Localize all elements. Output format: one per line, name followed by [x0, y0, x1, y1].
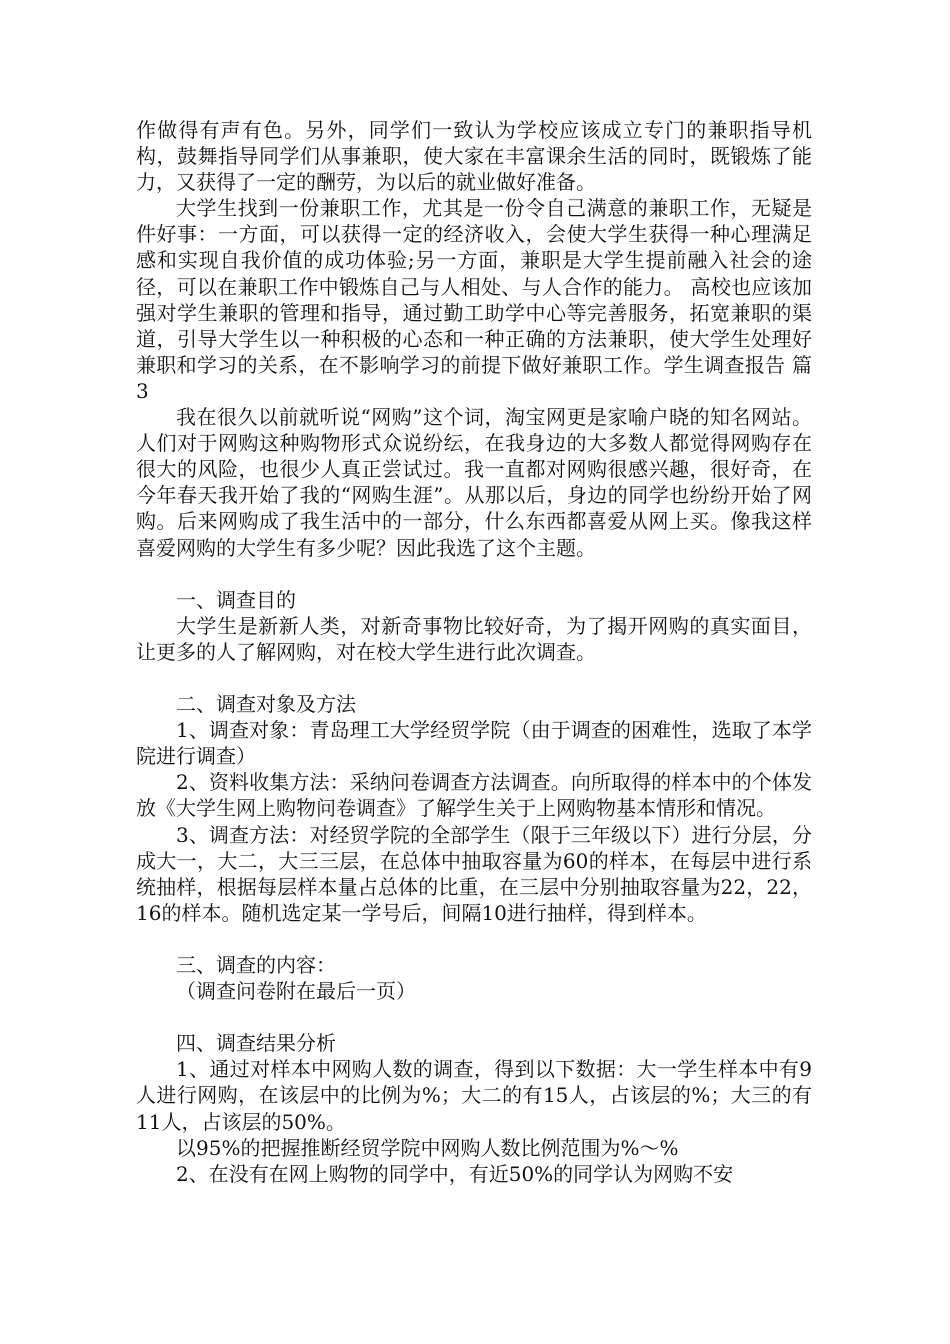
paragraph-analysis-2: 2、在没有在网上购物的同学中，有近50%的同学认为网购不安 [176, 1161, 734, 1186]
paragraph-analysis-1: 1、通过对样本中网购人数的调查，得到以下数据：大一学生样本中有9人进行网购，在该层中的比例为%；大二的有15人，占该层的%；大三的有11人，占该层的50%。 [136, 1057, 812, 1134]
section-heading-analysis: 四、调查结果分析 [176, 1031, 336, 1056]
paragraph-subjects: 1、调查对象：青岛理工大学经贸学院（由于调查的困难性，选取了本学院进行调查） [136, 718, 812, 769]
paragraph-questionnaire-note: （调查问卷附在最后一页） [176, 979, 416, 1004]
document-page [136, 117, 812, 1187]
paragraph-data-collection: 2、资料收集方法：采纳问卷调查方法调查。向所取得的样本中的个体发放《大学生网上购物问卷调查》了解学生关于上网购物基本情形和情况。 [136, 770, 812, 821]
paragraph-continuation: 作做得有声有色。另外，同学们一致认为学校应该成立专门的兼职指导机构，鼓舞指导同学们从事兼职，使大家在丰富课余生活的同时，既锻炼了能力，又获得了一定的酬劳，为以后的就业做好准备。 [136, 118, 812, 195]
paragraph-part-time-jobs: 大学生找到一份兼职工作，尤其是一份令自己满意的兼职工作，无疑是件好事：一方面，可以获得一定的经济收入，会使大学生获得一种心理满足感和实现自我价值的成功体验;另一方面，兼职是大学生提前融入社会的途径，可以在兼职工作中锻炼自己与人相处、与人合作的能力。 高校也应该加强对学生兼职的管理和指导，通过勤工助学中心等完善服务，拓宽兼职的渠道，引导大学生以一种积极的心态和一种正确的方法兼职，使大学生处理好兼职和学习的关系，在不影响学习的前提下做好兼职工作。学生调查报告 篇3 [136, 196, 812, 403]
paragraph-online-shopping-intro: 我在很久以前就听说“网购”这个词，淘宝网更是家喻户晓的知名网站。人们对于网购这种购物形式众说纷纭，在我身边的大多数人都觉得网购存在很大的风险，也很少人真正尝试过。我一直都对网购很感兴趣，很好奇，在今年春天我开始了我的“网购生涯”。从那以后，身边的同学也纷纷开始了网购。后来网购成了我生活中的一部分，什么东西都喜爱从网上买。像我这样喜爱网购的大学生有多少呢？因此我选了这个主题。 [136, 405, 812, 560]
paragraph-confidence: 以95%的把握推断经贸学院中网购人数比例范围为%～% [176, 1135, 679, 1160]
section-heading-purpose: 一、调查目的 [176, 587, 296, 612]
paragraph-purpose: 大学生是新新人类，对新奇事物比较好奇，为了揭开网购的真实面目，让更多的人了解网购，对在校大学生进行此次调查。 [136, 613, 812, 664]
section-heading-subjects-methods: 二、调查对象及方法 [176, 692, 356, 717]
paragraph-survey-method: 3、调查方法：对经贸学院的全部学生（限于三年级以下）进行分层，分成大一，大二，大三三层，在总体中抽取容量为60的样本，在每层中进行系统抽样，根据每层样本量占总体的比重，在三层中分别抽取容量为22，22，16的样本。随机选定某一学号后，间隔10进行抽样，得到样本。 [136, 822, 812, 925]
section-heading-content: 三、调查的内容： [176, 953, 336, 977]
